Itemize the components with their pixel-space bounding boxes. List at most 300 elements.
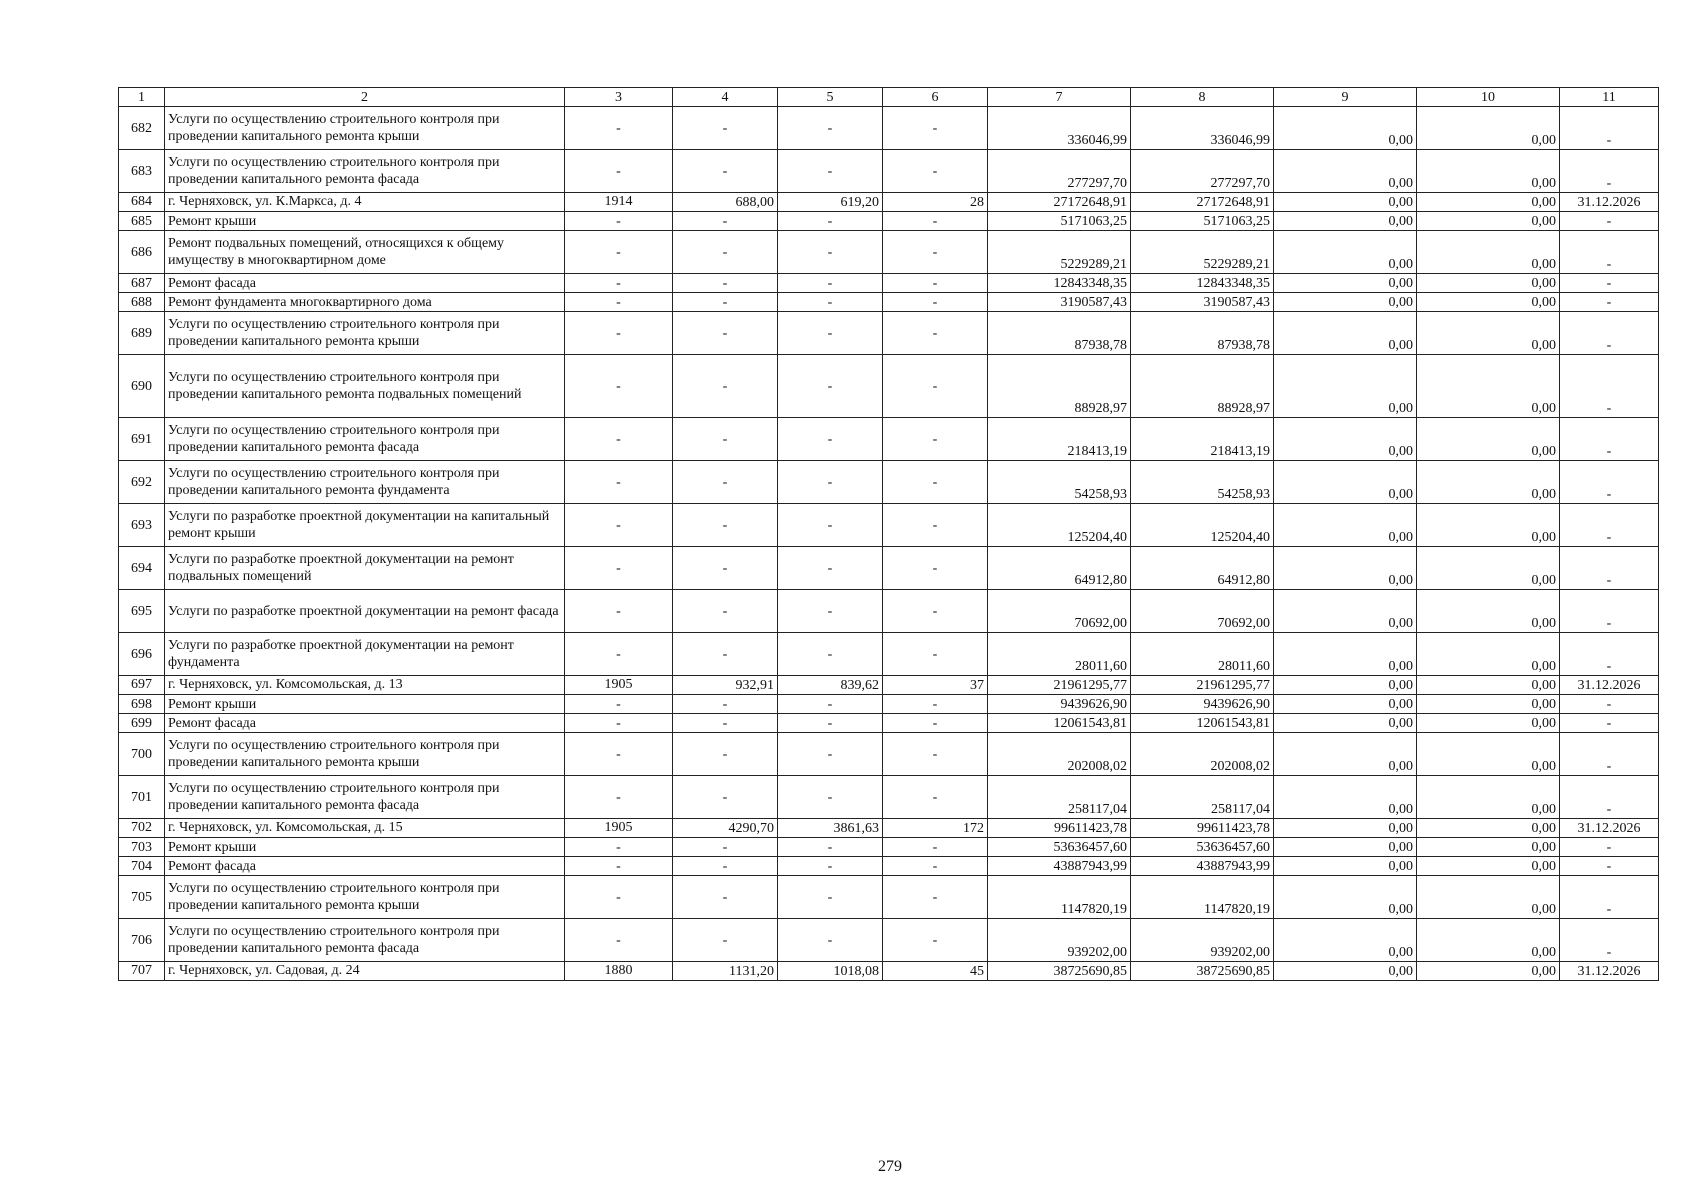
cell-num: 699 [119, 714, 165, 733]
cell-num: 695 [119, 590, 165, 633]
table-row [119, 838, 1659, 857]
cell-c7: 88928,97 [988, 355, 1131, 418]
cell-c10: 0,00 [1417, 962, 1560, 981]
cell-c7: 53636457,60 [988, 838, 1131, 857]
cell-c7: 939202,00 [988, 919, 1131, 962]
cell-c11: - [1560, 590, 1659, 633]
column-header: 11 [1560, 88, 1659, 107]
table-row [119, 590, 1659, 633]
cell-c8: 28011,60 [1131, 633, 1274, 676]
cell-c5: 1018,08 [778, 962, 883, 981]
cell-c11: 31.12.2026 [1560, 193, 1659, 212]
cell-name: Услуги по осуществлению строительного контроля при проведении капитального ремонта фасада [165, 776, 565, 819]
table-row [119, 107, 1659, 150]
table-row [119, 504, 1659, 547]
cell-c11: 31.12.2026 [1560, 962, 1659, 981]
cell-c3: - [565, 212, 673, 231]
cell-c3: - [565, 714, 673, 733]
cell-num: 689 [119, 312, 165, 355]
column-header: 9 [1274, 88, 1417, 107]
cell-c11: - [1560, 776, 1659, 819]
cell-c11: - [1560, 547, 1659, 590]
cell-c8: 5171063,25 [1131, 212, 1274, 231]
cell-c9: 0,00 [1274, 714, 1417, 733]
cell-c6: - [883, 231, 988, 274]
cell-c6: - [883, 293, 988, 312]
cell-c9: 0,00 [1274, 819, 1417, 838]
cell-c7: 3190587,43 [988, 293, 1131, 312]
cell-c7: 87938,78 [988, 312, 1131, 355]
cell-name: Услуги по разработке проектной документации на капитальный ремонт крыши [165, 504, 565, 547]
table-row-address [119, 962, 1659, 981]
cell-c6: - [883, 919, 988, 962]
cell-c6: - [883, 838, 988, 857]
cell-c3: - [565, 695, 673, 714]
cell-c9: 0,00 [1274, 776, 1417, 819]
cell-c4: - [673, 212, 778, 231]
cell-c8: 1147820,19 [1131, 876, 1274, 919]
cell-num: 686 [119, 231, 165, 274]
cell-num: 691 [119, 418, 165, 461]
cell-c5: - [778, 312, 883, 355]
cell-c3: - [565, 876, 673, 919]
cell-c9: 0,00 [1274, 547, 1417, 590]
cell-c6: - [883, 857, 988, 876]
table-row-address [119, 819, 1659, 838]
cell-c11: - [1560, 876, 1659, 919]
cell-c11: - [1560, 355, 1659, 418]
cell-c8: 87938,78 [1131, 312, 1274, 355]
cell-c4: - [673, 876, 778, 919]
cell-c5: - [778, 776, 883, 819]
table-row [119, 776, 1659, 819]
cell-num: 704 [119, 857, 165, 876]
cell-c6: 45 [883, 962, 988, 981]
cell-c4: - [673, 695, 778, 714]
cell-c7: 12061543,81 [988, 714, 1131, 733]
cell-num: 696 [119, 633, 165, 676]
cell-c5: - [778, 107, 883, 150]
cell-c5: - [778, 547, 883, 590]
table-row [119, 733, 1659, 776]
cell-c7: 1147820,19 [988, 876, 1131, 919]
table-row [119, 714, 1659, 733]
table-row [119, 633, 1659, 676]
cell-c3: - [565, 838, 673, 857]
table-row [119, 355, 1659, 418]
cell-c6: - [883, 274, 988, 293]
cell-name: Услуги по осуществлению строительного контроля при проведении капитального ремонта крыши [165, 876, 565, 919]
table-row [119, 418, 1659, 461]
cell-num: 698 [119, 695, 165, 714]
cell-c7: 202008,02 [988, 733, 1131, 776]
cell-c6: - [883, 695, 988, 714]
cell-c8: 9439626,90 [1131, 695, 1274, 714]
cell-c8: 258117,04 [1131, 776, 1274, 819]
cell-c5: 619,20 [778, 193, 883, 212]
cell-c9: 0,00 [1274, 150, 1417, 193]
cell-c5: 839,62 [778, 676, 883, 695]
cell-c3: - [565, 231, 673, 274]
cell-c8: 54258,93 [1131, 461, 1274, 504]
cell-c9: 0,00 [1274, 293, 1417, 312]
cell-c7: 5229289,21 [988, 231, 1131, 274]
cell-c8: 21961295,77 [1131, 676, 1274, 695]
table-body [119, 107, 1659, 981]
column-header: 10 [1417, 88, 1560, 107]
cell-name: Ремонт подвальных помещений, относящихся к общему имуществу в многоквартирном доме [165, 231, 565, 274]
cell-c4: - [673, 590, 778, 633]
cell-c10: 0,00 [1417, 107, 1560, 150]
cell-c3: - [565, 547, 673, 590]
column-header: 8 [1131, 88, 1274, 107]
cell-c4: - [673, 231, 778, 274]
cell-c3: - [565, 107, 673, 150]
cell-c5: - [778, 633, 883, 676]
cell-c4: - [673, 547, 778, 590]
cell-num: 693 [119, 504, 165, 547]
cell-c5: - [778, 733, 883, 776]
cell-c4: - [673, 776, 778, 819]
cell-num: 685 [119, 212, 165, 231]
cell-c4: - [673, 312, 778, 355]
column-header: 2 [165, 88, 565, 107]
cell-c6: - [883, 714, 988, 733]
table-row [119, 876, 1659, 919]
cell-name: Услуги по осуществлению строительного контроля при проведении капитального ремонта крыши [165, 733, 565, 776]
cell-num: 692 [119, 461, 165, 504]
cell-num: 694 [119, 547, 165, 590]
cell-c6: - [883, 547, 988, 590]
cell-c10: 0,00 [1417, 150, 1560, 193]
cell-c10: 0,00 [1417, 838, 1560, 857]
column-header: 5 [778, 88, 883, 107]
cell-name: Ремонт фасада [165, 857, 565, 876]
cell-c11: - [1560, 714, 1659, 733]
cell-c4: - [673, 107, 778, 150]
cell-name: г. Черняховск, ул. К.Маркса, д. 4 [165, 193, 565, 212]
cell-c5: - [778, 876, 883, 919]
cell-c8: 43887943,99 [1131, 857, 1274, 876]
cell-c8: 939202,00 [1131, 919, 1274, 962]
cell-num: 697 [119, 676, 165, 695]
cell-c4: - [673, 418, 778, 461]
cell-c7: 277297,70 [988, 150, 1131, 193]
cell-c9: 0,00 [1274, 355, 1417, 418]
cell-c6: - [883, 504, 988, 547]
column-header: 1 [119, 88, 165, 107]
cell-c4: - [673, 857, 778, 876]
table-row [119, 919, 1659, 962]
cell-c9: 0,00 [1274, 590, 1417, 633]
cell-c9: 0,00 [1274, 676, 1417, 695]
column-header: 3 [565, 88, 673, 107]
cell-c10: 0,00 [1417, 714, 1560, 733]
cell-c11: - [1560, 312, 1659, 355]
cell-c10: 0,00 [1417, 212, 1560, 231]
cell-c11: - [1560, 418, 1659, 461]
cell-c3: - [565, 274, 673, 293]
cell-c4: - [673, 504, 778, 547]
cell-c8: 336046,99 [1131, 107, 1274, 150]
cell-c3: 1905 [565, 819, 673, 838]
cell-c3: - [565, 776, 673, 819]
cell-num: 690 [119, 355, 165, 418]
table-row [119, 293, 1659, 312]
cell-c10: 0,00 [1417, 776, 1560, 819]
cell-c3: 1880 [565, 962, 673, 981]
cell-c8: 99611423,78 [1131, 819, 1274, 838]
cell-num: 688 [119, 293, 165, 312]
cell-c4: - [673, 274, 778, 293]
column-number-row [119, 88, 1659, 107]
cell-c10: 0,00 [1417, 312, 1560, 355]
cell-c7: 43887943,99 [988, 857, 1131, 876]
cell-c8: 12843348,35 [1131, 274, 1274, 293]
capital-repair-table [118, 87, 1659, 981]
cell-c7: 9439626,90 [988, 695, 1131, 714]
cell-c6: 37 [883, 676, 988, 695]
cell-c9: 0,00 [1274, 633, 1417, 676]
cell-c7: 258117,04 [988, 776, 1131, 819]
cell-c3: - [565, 355, 673, 418]
cell-c4: - [673, 714, 778, 733]
cell-c3: 1914 [565, 193, 673, 212]
cell-c7: 27172648,91 [988, 193, 1131, 212]
cell-c7: 38725690,85 [988, 962, 1131, 981]
cell-c3: - [565, 733, 673, 776]
cell-c5: - [778, 274, 883, 293]
cell-c4: 688,00 [673, 193, 778, 212]
cell-c6: - [883, 876, 988, 919]
cell-c10: 0,00 [1417, 293, 1560, 312]
cell-c7: 125204,40 [988, 504, 1131, 547]
cell-c10: 0,00 [1417, 547, 1560, 590]
cell-c10: 0,00 [1417, 590, 1560, 633]
cell-c9: 0,00 [1274, 107, 1417, 150]
cell-c4: 1131,20 [673, 962, 778, 981]
table-row-address [119, 193, 1659, 212]
table-row [119, 274, 1659, 293]
cell-c5: - [778, 590, 883, 633]
cell-name: Услуги по осуществлению строительного контроля при проведении капитального ремонта фасада [165, 150, 565, 193]
cell-c5: - [778, 418, 883, 461]
column-header: 7 [988, 88, 1131, 107]
cell-c9: 0,00 [1274, 418, 1417, 461]
cell-c7: 5171063,25 [988, 212, 1131, 231]
cell-c10: 0,00 [1417, 418, 1560, 461]
cell-num: 684 [119, 193, 165, 212]
cell-c10: 0,00 [1417, 676, 1560, 695]
table-row [119, 231, 1659, 274]
cell-c4: - [673, 733, 778, 776]
cell-c4: - [673, 633, 778, 676]
cell-c6: - [883, 312, 988, 355]
cell-c3: - [565, 312, 673, 355]
cell-c6: 28 [883, 193, 988, 212]
cell-c11: - [1560, 212, 1659, 231]
cell-name: Ремонт фундамента многоквартирного дома [165, 293, 565, 312]
cell-c8: 53636457,60 [1131, 838, 1274, 857]
cell-c5: 3861,63 [778, 819, 883, 838]
table-row-address [119, 676, 1659, 695]
table-row [119, 547, 1659, 590]
cell-c7: 70692,00 [988, 590, 1131, 633]
cell-c5: - [778, 355, 883, 418]
cell-c6: - [883, 633, 988, 676]
cell-c4: - [673, 919, 778, 962]
cell-num: 703 [119, 838, 165, 857]
cell-c11: - [1560, 733, 1659, 776]
cell-c9: 0,00 [1274, 274, 1417, 293]
cell-name: г. Черняховск, ул. Комсомольская, д. 15 [165, 819, 565, 838]
cell-c5: - [778, 231, 883, 274]
cell-c7: 218413,19 [988, 418, 1131, 461]
cell-c7: 54258,93 [988, 461, 1131, 504]
cell-c11: - [1560, 461, 1659, 504]
cell-c11: - [1560, 838, 1659, 857]
cell-num: 700 [119, 733, 165, 776]
cell-c3: - [565, 590, 673, 633]
cell-c6: - [883, 212, 988, 231]
cell-c5: - [778, 150, 883, 193]
cell-c10: 0,00 [1417, 876, 1560, 919]
cell-c5: - [778, 504, 883, 547]
cell-c3: - [565, 504, 673, 547]
cell-c3: - [565, 150, 673, 193]
cell-c9: 0,00 [1274, 212, 1417, 231]
cell-num: 705 [119, 876, 165, 919]
cell-c3: - [565, 293, 673, 312]
cell-c10: 0,00 [1417, 274, 1560, 293]
cell-num: 701 [119, 776, 165, 819]
cell-c6: - [883, 733, 988, 776]
cell-c7: 28011,60 [988, 633, 1131, 676]
cell-name: г. Черняховск, ул. Комсомольская, д. 13 [165, 676, 565, 695]
cell-c10: 0,00 [1417, 919, 1560, 962]
cell-c11: - [1560, 857, 1659, 876]
cell-c11: - [1560, 695, 1659, 714]
cell-c5: - [778, 695, 883, 714]
cell-c6: - [883, 776, 988, 819]
cell-c5: - [778, 212, 883, 231]
cell-num: 687 [119, 274, 165, 293]
cell-c8: 3190587,43 [1131, 293, 1274, 312]
table-row [119, 857, 1659, 876]
cell-c11: - [1560, 107, 1659, 150]
cell-num: 706 [119, 919, 165, 962]
cell-c9: 0,00 [1274, 504, 1417, 547]
cell-c6: - [883, 150, 988, 193]
cell-c9: 0,00 [1274, 193, 1417, 212]
cell-c8: 70692,00 [1131, 590, 1274, 633]
cell-c10: 0,00 [1417, 819, 1560, 838]
cell-c7: 12843348,35 [988, 274, 1131, 293]
cell-c7: 21961295,77 [988, 676, 1131, 695]
cell-name: Услуги по осуществлению строительного контроля при проведении капитального ремонта фундамента [165, 461, 565, 504]
cell-c9: 0,00 [1274, 919, 1417, 962]
cell-name: Ремонт фасада [165, 274, 565, 293]
cell-c4: - [673, 838, 778, 857]
cell-c6: - [883, 461, 988, 504]
cell-c9: 0,00 [1274, 838, 1417, 857]
cell-num: 683 [119, 150, 165, 193]
table-row [119, 461, 1659, 504]
table-row [119, 212, 1659, 231]
cell-c4: - [673, 150, 778, 193]
cell-name: Услуги по разработке проектной документации на ремонт подвальных помещений [165, 547, 565, 590]
cell-name: Ремонт крыши [165, 212, 565, 231]
cell-c9: 0,00 [1274, 695, 1417, 714]
cell-c10: 0,00 [1417, 733, 1560, 776]
cell-c5: - [778, 919, 883, 962]
cell-c10: 0,00 [1417, 857, 1560, 876]
cell-c8: 277297,70 [1131, 150, 1274, 193]
cell-c7: 64912,80 [988, 547, 1131, 590]
cell-c11: - [1560, 633, 1659, 676]
cell-c5: - [778, 838, 883, 857]
cell-c9: 0,00 [1274, 876, 1417, 919]
cell-c10: 0,00 [1417, 231, 1560, 274]
cell-name: Услуги по осуществлению строительного контроля при проведении капитального ремонта крыши [165, 312, 565, 355]
cell-c9: 0,00 [1274, 461, 1417, 504]
cell-c4: 4290,70 [673, 819, 778, 838]
cell-name: г. Черняховск, ул. Садовая, д. 24 [165, 962, 565, 981]
cell-name: Услуги по осуществлению строительного контроля при проведении капитального ремонта крыши [165, 107, 565, 150]
cell-c4: - [673, 293, 778, 312]
table-row [119, 312, 1659, 355]
cell-c4: - [673, 355, 778, 418]
cell-name: Услуги по осуществлению строительного контроля при проведении капитального ремонта подвальных помещений [165, 355, 565, 418]
cell-c10: 0,00 [1417, 193, 1560, 212]
cell-c5: - [778, 714, 883, 733]
cell-c9: 0,00 [1274, 962, 1417, 981]
cell-c8: 27172648,91 [1131, 193, 1274, 212]
cell-c6: - [883, 590, 988, 633]
cell-c10: 0,00 [1417, 355, 1560, 418]
cell-c9: 0,00 [1274, 231, 1417, 274]
cell-c6: - [883, 107, 988, 150]
cell-c7: 336046,99 [988, 107, 1131, 150]
cell-num: 702 [119, 819, 165, 838]
cell-c4: 932,91 [673, 676, 778, 695]
cell-name: Услуги по осуществлению строительного контроля при проведении капитального ремонта фасада [165, 919, 565, 962]
cell-c8: 125204,40 [1131, 504, 1274, 547]
cell-num: 682 [119, 107, 165, 150]
cell-c3: 1905 [565, 676, 673, 695]
cell-name: Услуги по разработке проектной документации на ремонт фасада [165, 590, 565, 633]
cell-c3: - [565, 418, 673, 461]
cell-c8: 64912,80 [1131, 547, 1274, 590]
cell-c3: - [565, 461, 673, 504]
cell-name: Ремонт крыши [165, 838, 565, 857]
cell-name: Ремонт фасада [165, 714, 565, 733]
cell-c9: 0,00 [1274, 312, 1417, 355]
cell-c11: - [1560, 504, 1659, 547]
cell-c5: - [778, 293, 883, 312]
cell-name: Услуги по осуществлению строительного контроля при проведении капитального ремонта фасада [165, 418, 565, 461]
cell-c8: 88928,97 [1131, 355, 1274, 418]
cell-c7: 99611423,78 [988, 819, 1131, 838]
cell-c3: - [565, 857, 673, 876]
cell-c11: 31.12.2026 [1560, 819, 1659, 838]
cell-c9: 0,00 [1274, 733, 1417, 776]
cell-c9: 0,00 [1274, 857, 1417, 876]
cell-c10: 0,00 [1417, 695, 1560, 714]
cell-c11: - [1560, 150, 1659, 193]
cell-c11: 31.12.2026 [1560, 676, 1659, 695]
cell-c3: - [565, 919, 673, 962]
